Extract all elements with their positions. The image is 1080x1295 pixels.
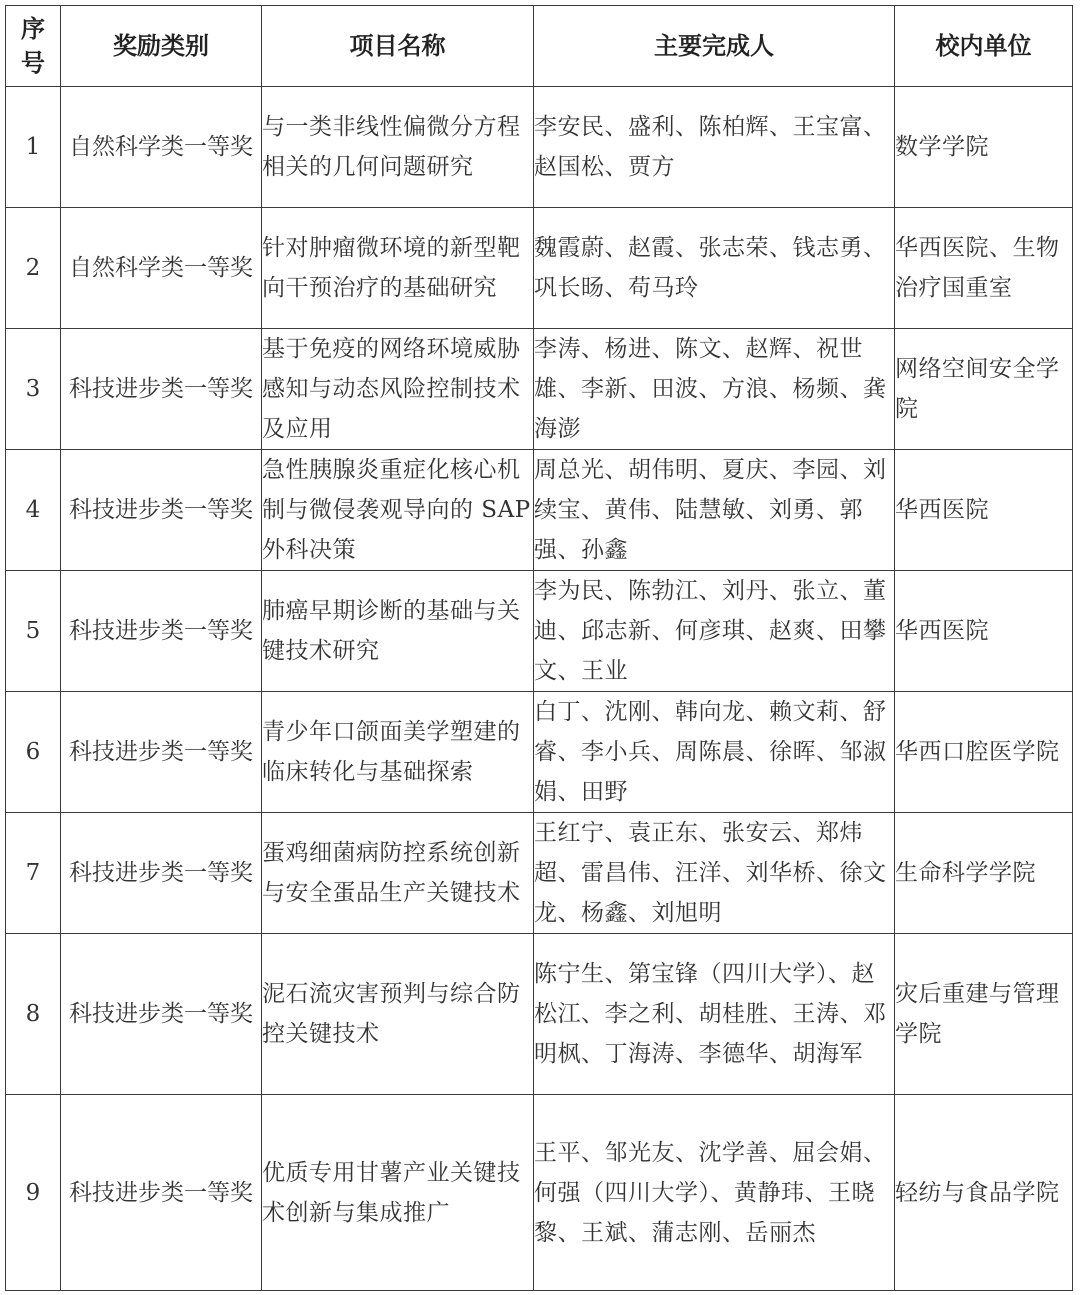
cell-unit: 生命科学学院 [895, 813, 1073, 934]
cell-category: 科技进步类一等奖 [61, 571, 262, 692]
cell-seq: 2 [6, 208, 61, 329]
cell-unit: 华西医院 [895, 571, 1073, 692]
table-row [6, 208, 1073, 329]
cell-project: 泥石流灾害预判与综合防控关键技术 [262, 934, 534, 1095]
cell-unit: 华西医院 [895, 450, 1073, 571]
header-unit: 校内单位 [895, 6, 1073, 87]
awards-table [5, 5, 1073, 1291]
cell-people: 李为民、陈勃江、刘丹、张立、董迪、邱志新、何彦琪、赵爽、田攀文、王业 [534, 571, 895, 692]
cell-seq: 7 [6, 813, 61, 934]
cell-category: 科技进步类一等奖 [61, 1095, 262, 1291]
cell-category: 科技进步类一等奖 [61, 329, 262, 450]
cell-category: 自然科学类一等奖 [61, 87, 262, 208]
cell-people: 王红宁、袁正东、张安云、郑炜超、雷昌伟、汪洋、刘华桥、徐文龙、杨鑫、刘旭明 [534, 813, 895, 934]
header-people: 主要完成人 [534, 6, 895, 87]
table-row [6, 934, 1073, 1095]
cell-project: 急性胰腺炎重症化核心机制与微侵袭观导向的 SAP 外科决策 [262, 450, 534, 571]
cell-seq: 5 [6, 571, 61, 692]
table-row [6, 813, 1073, 934]
cell-people: 周总光、胡伟明、夏庆、李园、刘续宝、黄伟、陆慧敏、刘勇、郭强、孙鑫 [534, 450, 895, 571]
table-row [6, 87, 1073, 208]
cell-seq: 1 [6, 87, 61, 208]
cell-category: 科技进步类一等奖 [61, 934, 262, 1095]
cell-unit: 数学学院 [895, 87, 1073, 208]
header-row [6, 6, 1073, 87]
cell-project: 青少年口颌面美学塑建的临床转化与基础探索 [262, 692, 534, 813]
cell-seq: 3 [6, 329, 61, 450]
cell-project: 肺癌早期诊断的基础与关键技术研究 [262, 571, 534, 692]
cell-unit: 华西医院、生物治疗国重室 [895, 208, 1073, 329]
header-category: 奖励类别 [61, 6, 262, 87]
cell-seq: 4 [6, 450, 61, 571]
table-row [6, 450, 1073, 571]
cell-people: 王平、邹光友、沈学善、屈会娟、何强（四川大学）、黄静玮、王晓黎、王斌、蒲志刚、岳丽杰 [534, 1095, 895, 1291]
cell-category: 科技进步类一等奖 [61, 450, 262, 571]
table-row [6, 329, 1073, 450]
cell-people: 陈宁生、第宝锋（四川大学）、赵松江、李之利、胡桂胜、王涛、邓明枫、丁海涛、李德华、胡海军 [534, 934, 895, 1095]
header-project: 项目名称 [262, 6, 534, 87]
cell-category: 自然科学类一等奖 [61, 208, 262, 329]
cell-seq: 8 [6, 934, 61, 1095]
cell-category: 科技进步类一等奖 [61, 813, 262, 934]
cell-seq: 9 [6, 1095, 61, 1291]
table-row [6, 692, 1073, 813]
cell-people: 魏霞蔚、赵霞、张志荣、钱志勇、巩长旸、苟马玲 [534, 208, 895, 329]
cell-people: 李安民、盛利、陈柏辉、王宝富、赵国松、贾方 [534, 87, 895, 208]
cell-project: 与一类非线性偏微分方程相关的几何问题研究 [262, 87, 534, 208]
cell-unit: 华西口腔医学院 [895, 692, 1073, 813]
table-row [6, 571, 1073, 692]
cell-category: 科技进步类一等奖 [61, 692, 262, 813]
cell-project: 优质专用甘薯产业关键技术创新与集成推广 [262, 1095, 534, 1291]
table-row [6, 1095, 1073, 1291]
cell-people: 李涛、杨进、陈文、赵辉、祝世雄、李新、田波、方浪、杨频、龚海澎 [534, 329, 895, 450]
cell-project: 基于免疫的网络环境威胁感知与动态风险控制技术及应用 [262, 329, 534, 450]
cell-people: 白丁、沈刚、韩向龙、赖文莉、舒睿、李小兵、周陈晨、徐晖、邹淑娟、田野 [534, 692, 895, 813]
cell-unit: 轻纺与食品学院 [895, 1095, 1073, 1291]
cell-unit: 灾后重建与管理学院 [895, 934, 1073, 1095]
cell-seq: 6 [6, 692, 61, 813]
cell-project: 针对肿瘤微环境的新型靶向干预治疗的基础研究 [262, 208, 534, 329]
cell-unit: 网络空间安全学院 [895, 329, 1073, 450]
header-seq: 序号 [6, 6, 61, 87]
cell-project: 蛋鸡细菌病防控系统创新与安全蛋品生产关键技术 [262, 813, 534, 934]
